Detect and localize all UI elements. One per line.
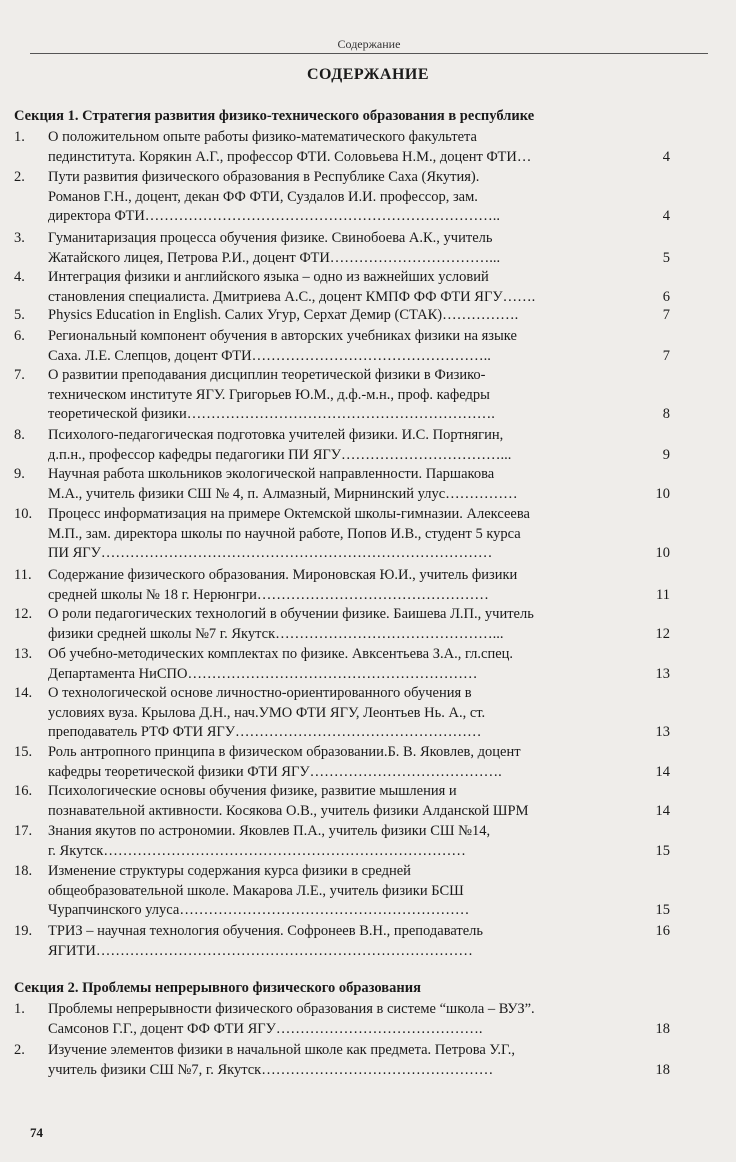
toc-entry — [14, 306, 682, 326]
toc-entry-number: 9. — [14, 466, 25, 482]
toc-entry-page: 10 — [655, 545, 670, 561]
toc-entry-number: 10. — [14, 506, 33, 522]
toc-entry-text: Процесс информатизация на примере Октемской школы-гимназии. Алексеева М.П., зам. директора школы по научной работе, Попов И.В., студент 5 курса ПИ ЯГУ……………………………………………………………………… — [48, 506, 530, 561]
toc-entry — [14, 366, 682, 425]
page-title: СОДЕРЖАНИЕ — [306, 66, 430, 83]
toc-entry — [14, 1000, 682, 1039]
toc-entry-text: Психолого-педагогическая подготовка учителей физики. И.С. Портнягин, д.п.н., профессор кафедры педагогики ПИ ЯГУ……………………………... — [48, 427, 512, 463]
toc-entry-page: 11 — [656, 586, 670, 603]
toc-entry — [14, 743, 682, 782]
toc-entry-page: 14 — [655, 763, 670, 780]
toc-entry-page: 5 — [662, 249, 670, 266]
toc-entry-number: 11. — [14, 567, 32, 583]
toc-entry — [14, 128, 682, 167]
toc-entry — [14, 922, 682, 961]
toc-entry-page: 13 — [655, 665, 670, 682]
toc-entry-number: 2. — [14, 1042, 25, 1058]
toc-entry-number: 17. — [14, 823, 33, 839]
page-number: 74 — [30, 1125, 43, 1140]
toc-entry-page: 4 — [662, 208, 670, 224]
toc-entry-number: 4. — [14, 269, 25, 285]
toc-entry-text: Physics Education in English. Салих Угур, Серхат Демир (СТАК)……………. — [48, 307, 519, 323]
toc-entry — [14, 168, 682, 227]
toc-entry-text: Региональный компонент обучения в авторских учебниках физики на языке Саха. Л.Е. Слепцов, доцент ФТИ………………………………………….. — [48, 328, 517, 364]
header-divider — [30, 53, 708, 54]
toc-entry-number: 18. — [14, 863, 33, 879]
toc-entry — [14, 822, 682, 861]
toc-entry-text: О развитии преподавания дисциплин теоретической физики в Физико- техническом институте ЯГУ. Григорьев Ю.М., д.ф.-м.н., проф. кафедры теоретической физики………………………………………………………. — [48, 367, 495, 422]
toc-entry-number: 1. — [14, 129, 25, 145]
toc-entry-text: Проблемы непрерывности физического образования в системе “школа – ВУЗ”. Самсонов Г.Г., доцент ФФ ФТИ ЯГУ……………………………………. — [48, 1001, 535, 1037]
toc-entry-page: 12 — [655, 625, 670, 642]
toc-entry-page: 4 — [662, 148, 670, 165]
toc-entry-number: 8. — [14, 427, 25, 443]
toc-entry-number: 13. — [14, 646, 33, 662]
toc-entry-text: Изменение структуры содержания курса физики в средней общеобразовательной школе. Макарова Л.Е., учитель физики БСШ Чурапчинского улуса…………………………………………………… — [48, 863, 470, 918]
toc-entry-page: 10 — [655, 485, 670, 502]
toc-entry-page: 14 — [655, 802, 670, 819]
toc-entry — [14, 684, 682, 743]
toc-entry-page: 18 — [655, 1061, 670, 1078]
toc-entry-number: 6. — [14, 328, 25, 344]
toc-entry — [14, 327, 682, 366]
toc-entry-page: 8 — [662, 406, 670, 422]
toc-entry-page: 15 — [655, 902, 670, 918]
running-head: Содержание — [337, 37, 401, 51]
toc-entry-page: 7 — [662, 307, 670, 323]
toc-entry-text: О положительном опыте работы физико-математического факультета пединститута. Корякин А.Г., профессор ФТИ. Соловьева Н.М., доцент ФТИ… — [48, 129, 532, 165]
toc-entry — [14, 426, 682, 465]
toc-entry-text: Пути развития физического образования в Республике Саха (Якутия). Романов Г.Н., доцент, декан ФФ ФТИ, Суздалов И.И. профессор, зам. директора ФТИ……………………………………………………………….. — [48, 169, 501, 224]
toc-entry-number: 3. — [14, 230, 25, 246]
toc-entry — [14, 229, 682, 268]
toc-entry-text: Роль антропного принципа в физическом образовании.Б. В. Яковлев, доцент кафедры теоретической физики ФТИ ЯГУ…………………………………. — [48, 744, 521, 780]
toc-entry-page: 9 — [662, 446, 670, 463]
toc-entry-number: 15. — [14, 744, 33, 760]
toc-entry — [14, 1041, 682, 1080]
toc-entry-text: Научная работа школьников экологической направленности. Паршакова М.А., учитель физики СШ № 4, п. Алмазный, Мирнинский улус…………… — [48, 466, 518, 502]
toc-entry-text: Психологические основы обучения физике, развитие мышления и познавательной активности. Косякова О.В., учитель физики Алданской ШРМ — [48, 783, 529, 819]
toc-entry-number: 7. — [14, 367, 25, 383]
toc-entry-text: О роли педагогических технологий в обучении физике. Баишева Л.П., учитель физики средней школы №7 г. Якутск………………………………………... — [48, 606, 534, 642]
toc-entry-number: 12. — [14, 606, 33, 622]
toc-entry-text: Знания якутов по астрономии. Яковлев П.А., учитель физики СШ №14, г. Якутск………………………………………………………………… — [48, 823, 491, 859]
toc-entry-page: 6 — [662, 288, 670, 305]
toc-entry — [14, 605, 682, 644]
section-2-title: Секция 2. Проблемы непрерывного физического образования — [14, 980, 421, 996]
toc-entry-number: 14. — [14, 685, 33, 701]
toc-entry — [14, 862, 682, 921]
toc-entry-text: Содержание физического образования. Мироновская Ю.И., учитель физики средней школы № 18 г. Нерюнгри………………………………………… — [48, 567, 518, 603]
toc-entry-number: 2. — [14, 169, 25, 185]
toc-entry-text: Изучение элементов физики в начальной школе как предмета. Петрова У.Г., учитель физики СШ №7, г. Якутск………………………………………… — [48, 1042, 515, 1078]
toc-entry — [14, 782, 682, 821]
toc-entry-number: 1. — [14, 1001, 25, 1017]
toc-entry — [14, 566, 682, 605]
toc-entry-text: Интеграция физики и английского языка – одно из важнейших условий становления специалиста. Дмитриева А.С., доцент КМПФ ФФ ФТИ ЯГУ……. — [48, 269, 536, 305]
toc-entry-number: 5. — [14, 307, 25, 323]
section-1-title: Секция 1. Стратегия развития физико-технического образования в республике — [14, 108, 535, 124]
toc-entry — [14, 645, 682, 684]
toc-entry-page: 7 — [662, 347, 670, 364]
toc-entry — [14, 268, 682, 307]
toc-entry-text: ТРИЗ – научная технология обучения. Софронеев В.Н., преподаватель ЯГИТИ…………………………………………………………………… — [48, 923, 484, 959]
toc-entry-number: 16. — [14, 783, 33, 799]
toc-entry-page: 13 — [655, 724, 670, 740]
toc-entry-text: Гуманитаризация процесса обучения физике. Свинобоева А.К., учитель Жатайского лицея, Петрова Р.И., доцент ФТИ……………………………... — [48, 230, 501, 266]
toc-entry-number: 19. — [14, 923, 33, 939]
toc-entry — [14, 505, 682, 564]
toc-entry-text: О технологической основе личностно-ориентированного обучения в условиях вуза. Крылова Д.Н., нач.УМО ФТИ ЯГУ, Леонтьев Нь. А., ст. преподаватель РТФ ФТИ ЯГУ…………………………………………… — [48, 685, 486, 740]
toc-entry — [14, 465, 682, 504]
toc-entry-page: 15 — [655, 842, 670, 859]
toc-entry-text: Об учебно-методических комплектах по физике. Авксентьева З.А., гл.спец. Департамента НиСПО…………………………………………………… — [48, 646, 514, 682]
toc-entry-page: 16 — [655, 923, 670, 939]
toc-entry-page: 18 — [655, 1020, 670, 1037]
